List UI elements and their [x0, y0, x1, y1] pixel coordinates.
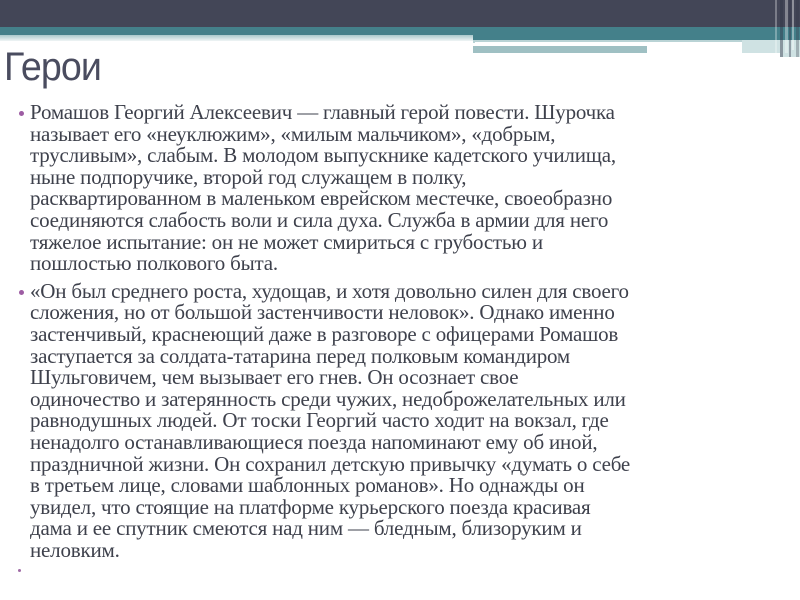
header-stripe-decoration — [789, 0, 791, 57]
header-stripe-decoration — [775, 0, 777, 53]
text-line: называет его «неуклюжим», «милым мальчиком», «добрым, — [30, 121, 556, 146]
bullet-dot-icon — [19, 111, 24, 116]
header-slate-bar — [0, 0, 800, 27]
header-fade-band — [0, 35, 473, 41]
text-line: застенчивый, краснеющий даже в разговоре с офицерами Ромашов — [30, 321, 619, 346]
header-stripe-decoration — [780, 0, 783, 57]
slide-title: Герои — [4, 45, 101, 89]
bullet-text — [30, 278, 788, 562]
header-muted-band — [473, 46, 647, 54]
text-line: трусливым», слабым. В молодом выпускнике кадетского училища, — [30, 143, 616, 168]
bullet-item — [18, 278, 788, 562]
empty-bullet-dot-icon — [18, 569, 21, 572]
text-line: расквартированном в маленьком еврейском местечке, своеобразно — [30, 186, 613, 211]
text-line: соединяются слабость воли и сила духа. Служба в армии для него — [30, 207, 609, 232]
slide-content — [18, 102, 788, 567]
bullet-dot-icon — [19, 290, 24, 295]
header-stripe-decoration — [785, 0, 788, 53]
text-line: Шульговичем, чем вызывает его гнев. Он осознает свое — [30, 365, 519, 390]
text-line: ненадолго останавливающиеся поезда напоминают ему об иной, — [30, 429, 598, 454]
text-line: дама и ее спутник смеются над ним — бледным, близоруким и — [30, 516, 582, 541]
header-stripe-decoration — [792, 0, 794, 50]
text-line: заступается за солдата-татарина перед полковым командиром — [30, 343, 571, 368]
bullet-item — [18, 102, 788, 275]
text-line: неловким. — [30, 537, 120, 562]
text-line: «Он был среднего роста, худощав, и хотя довольно силен для своего — [30, 278, 629, 303]
text-line: Ромашов Георгий Алексеевич — главный герой повести. Шурочка — [30, 100, 615, 124]
bullet-text — [30, 102, 788, 275]
text-line: ныне подпоручике, второй год служащем в полку, — [30, 164, 467, 189]
text-line: сложения, но от большой застенчивости неловок». Однако именно — [30, 300, 615, 325]
header-teal-bar — [0, 27, 800, 35]
text-line: пошлостью полкового быта. — [30, 251, 278, 276]
header-stripe-decoration — [796, 0, 799, 57]
text-line: праздничной жизни. Он сохранил детскую привычку «думать о себе — [30, 451, 631, 476]
text-line: в третьем лице, словами шаблонных романов». Но однажды он — [30, 473, 585, 498]
text-line: равнодушных людей. От тоски Георгий часто ходит на вокзал, где — [30, 408, 609, 433]
text-line: тяжелое испытание: он не может смириться с грубостью и — [30, 229, 543, 254]
text-line: увидел, что стоящие на платформе курьерского поезда красивая — [30, 494, 591, 519]
text-line: одиночество и затерянность среди чужих, недоброжелательных или — [30, 386, 626, 411]
